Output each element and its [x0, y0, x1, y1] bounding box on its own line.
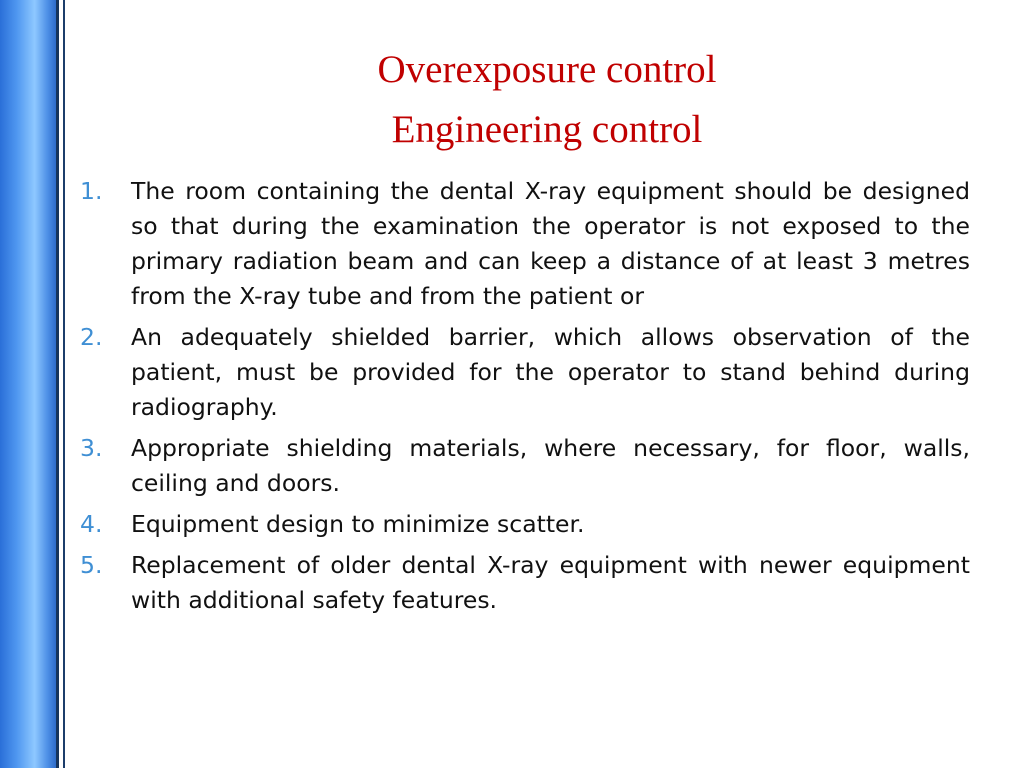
- title-line-1: Overexposure control: [377, 48, 717, 91]
- list-item-4: [80, 507, 970, 542]
- slide-title: [80, 40, 1014, 160]
- list-number: 3.: [80, 434, 103, 462]
- list-number: 1.: [80, 177, 103, 205]
- side-divider-thin-line: [63, 0, 65, 768]
- list-item-5: [80, 548, 970, 618]
- numbered-list: [80, 174, 970, 624]
- list-text: An adequately shielded barrier, which allows observation of the patient, must be provided for the operator to stand behind during radiography.: [131, 323, 970, 421]
- list-text: Equipment design to minimize scatter.: [131, 510, 585, 538]
- list-text: The room containing the dental X-ray equipment should be designed so that during the examination the operator is not exposed to the primary radiation beam and can keep a distance of at least 3 metres from the X-ray tube and from the patient or: [131, 177, 970, 310]
- list-text: Replacement of older dental X-ray equipment with newer equipment with additional safety features.: [131, 551, 970, 614]
- list-item-3: [80, 431, 970, 501]
- list-number: 2.: [80, 323, 103, 351]
- list-item-1: [80, 174, 970, 314]
- list-number: 4.: [80, 510, 103, 538]
- list-number: 5.: [80, 551, 103, 579]
- decorative-side-bar: [0, 0, 56, 768]
- list-item-2: [80, 320, 970, 425]
- list-text: Appropriate shielding materials, where necessary, for floor, walls, ceiling and doors.: [131, 434, 970, 497]
- title-line-2: Engineering control: [391, 108, 703, 151]
